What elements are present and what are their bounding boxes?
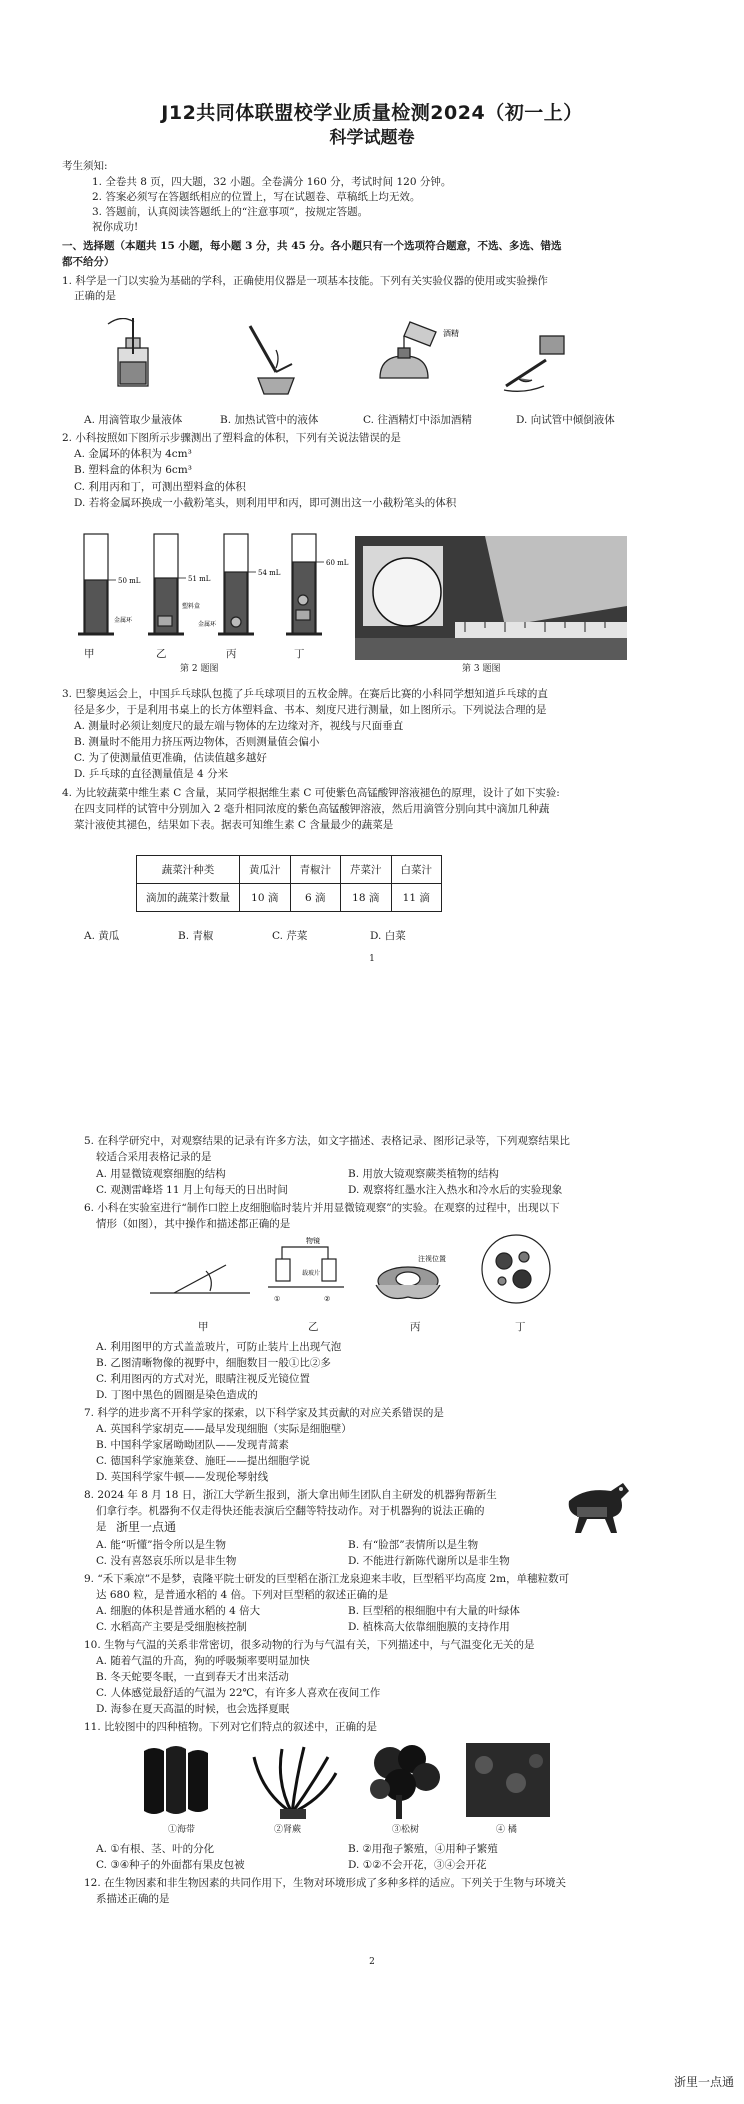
column-header: 黄瓜汁 xyxy=(240,856,291,884)
question-1-figure xyxy=(80,318,680,408)
question-10-option-d: D. 海参在夏天高温的时候，也会选择夏眠 xyxy=(96,1703,290,1715)
fern-image xyxy=(254,1747,336,1819)
question-6-figure xyxy=(140,1231,560,1317)
question-11-option-b: B. ②用孢子繁殖，④用种子繁殖 xyxy=(348,1843,498,1855)
question-11-stem: 11. 比较图中的四种植物。下列对它们特点的叙述中，正确的是 xyxy=(84,1721,378,1733)
cylinder-label-bing: 丙 xyxy=(226,648,237,660)
question-9-option-a: A. 细胞的体积是普通水稻的 4 倍大 xyxy=(96,1605,261,1617)
figure-caption-q2: 第 2 题图 xyxy=(180,664,219,674)
question-12-stem: 系描述正确的是 xyxy=(96,1893,170,1905)
reading-jia: 50 mL xyxy=(118,577,141,585)
question-4-option-a: A. 黄瓜 xyxy=(84,930,120,942)
question-3-stem: 3. 巴黎奥运会上，中国乒乓球队包揽了乒乓球项目的五枚金牌。在赛后比赛的小科同学想知道乒乓球的直 xyxy=(62,688,548,700)
question-8-stem: 是 xyxy=(96,1521,107,1533)
plant-label-pine: ③松树 xyxy=(392,1825,420,1835)
question-8-option-b: B. 有“脸部”表情所以是生物 xyxy=(348,1539,479,1551)
cylinder-label-jia: 甲 xyxy=(84,648,95,660)
question-8-option-a: A. 能“听懂”指令所以是生物 xyxy=(96,1539,226,1551)
question-11-option-c: C. ③④种子的外面都有果皮包被 xyxy=(96,1859,245,1871)
inner-label: 金属环 xyxy=(114,617,133,624)
notice-wish: 祝你成功! xyxy=(92,221,139,233)
fig-label-bing: 丙 xyxy=(410,1321,421,1333)
question-9-stem: 9. “禾下乘凉”不是梦，袁隆平院士研发的巨型稻在浙江龙泉迎来丰收，巨型稻平均高度 2m，单穗粒数可 xyxy=(84,1573,570,1585)
table-row xyxy=(137,856,442,884)
question-7-option-a: A. 英国科学家胡克——最早发现细胞（实际是细胞壁） xyxy=(96,1423,352,1435)
plant-label-orange: ④ 橘 xyxy=(496,1825,517,1835)
test-tube-heating-figure xyxy=(250,326,294,394)
table-row xyxy=(137,884,442,912)
section-heading: 都不给分） xyxy=(62,256,115,268)
cylinder-yi xyxy=(148,534,184,634)
view-2-label: ② xyxy=(324,1295,331,1303)
question-7-option-c: C. 德国科学家施莱登、施旺——提出细胞学说 xyxy=(96,1455,310,1467)
question-2-option-b: B. 塑料盒的体积为 6cm³ xyxy=(74,464,192,476)
question-6-stem: 情形（如图），其中操作和描述都正确的是 xyxy=(96,1218,291,1230)
question-8-stem: 们拿行李。机器狗不仅走得快还能表演后空翻等特技动作。对于机器狗的说法正确的 xyxy=(96,1505,485,1517)
section-heading: 一、选择题（本题共 15 小题，每小题 3 分，共 45 分。各小题只有一个选项符合题意，不选、多选、错选 xyxy=(62,240,562,252)
plant-label-kelp: ①海带 xyxy=(168,1825,196,1835)
mirror-adjust-figure xyxy=(376,1267,440,1299)
inner-label: 金属环 xyxy=(198,621,217,628)
question-1-option-b: B. 加热试管中的液体 xyxy=(220,414,319,426)
question-5-option-b: B. 用放大镜观察蕨类植物的结构 xyxy=(348,1168,499,1180)
question-5-option-a: A. 用显微镜观察细胞的结构 xyxy=(96,1168,226,1180)
objective-label: 物镜 xyxy=(306,1237,320,1245)
question-3-option-a: A. 测量时必须让刻度尺的最左端与物体的左边缘对齐，视线与尺面垂直 xyxy=(74,720,404,732)
question-5-stem: 较适合采用表格记录的是 xyxy=(96,1151,212,1163)
question-6-option-d: D. 丁图中黑色的圆圈是染色造成的 xyxy=(96,1389,258,1401)
robot-dog-image xyxy=(563,1477,635,1539)
question-10-stem: 10. 生物与气温的关系非常密切，很多动物的行为与气温有关，下列描述中，与气温变化无关的是 xyxy=(84,1639,535,1651)
table-cell: 18 滴 xyxy=(341,884,392,912)
question-4-stem: 4. 为比较蔬菜中维生素 C 含量，某同学根据维生素 C 可使紫色高锰酸钾溶液褪色的原理，设计了如下实验: xyxy=(62,787,560,799)
view-1-label: ① xyxy=(274,1295,281,1303)
question-6-option-a: A. 利用图甲的方式盖盖玻片，可防止装片上出现气泡 xyxy=(96,1341,342,1353)
watermark-text: 浙里一点通 xyxy=(673,2075,734,2089)
question-4-option-d: D. 白菜 xyxy=(370,930,406,942)
exam-page-2 xyxy=(0,1135,744,2104)
question-2-option-c: C. 利用丙和丁，可测出塑料盒的体积 xyxy=(74,481,246,493)
question-11-option-a: A. ①有根、茎、叶的分化 xyxy=(96,1843,215,1855)
exam-page-1 xyxy=(0,0,744,1000)
question-3-photo xyxy=(355,536,627,660)
pine-image xyxy=(370,1745,440,1819)
cover-slip-figure xyxy=(150,1265,250,1293)
table-cell: 6 滴 xyxy=(290,884,341,912)
question-4-stem: 在四支同样的试管中分别加入 2 毫升相同浓度的紫色高锰酸钾溶液，然后用滴管分别向其中滴加几种蔬 xyxy=(74,803,550,815)
question-4-stem: 菜汁液使其褪色，结果如下表。据表可知维生素 C 含量最少的蔬菜是 xyxy=(74,819,394,831)
question-10-option-c: C. 人体感觉最舒适的气温为 22℃，有许多人喜欢在夜间工作 xyxy=(96,1687,381,1699)
stamp-text: 浙里一点通 xyxy=(116,1520,177,1534)
pouring-liquid-figure xyxy=(504,336,564,391)
notice-item: 2. 答案必须写在答题纸相应的位置上，写在试题卷、草稿纸上均无效。 xyxy=(92,191,421,203)
column-header: 白菜汁 xyxy=(391,856,442,884)
question-5-option-c: C. 观测雷峰塔 11 月上旬每天的日出时间 xyxy=(96,1184,288,1196)
question-8-stem: 8. 2024 年 8 月 18 日，浙江大学新生报到，浙大拿出师生团队自主研发的机器狗帮新生 xyxy=(84,1489,497,1501)
question-1-stem: 1. 科学是一门以实验为基础的学科，正确使用仪器是一项基本技能。下列有关实验仪器的使用或实验操作 xyxy=(62,275,548,287)
question-5-stem: 5. 在科学研究中，对观察结果的记录有许多方法，如文字描述、表格记录、图形记录等，下列观察结果比 xyxy=(84,1135,570,1147)
cylinder-label-ding: 丁 xyxy=(294,648,305,660)
reading-bing: 54 mL xyxy=(258,569,281,577)
table-cell: 11 滴 xyxy=(391,884,442,912)
reading-yi: 51 mL xyxy=(188,575,211,583)
question-8-option-c: C. 没有喜怒哀乐所以是非生物 xyxy=(96,1555,237,1567)
question-3-stem: 径是多少，于是利用书桌上的长方体塑料盒、书本、刻度尺进行测量，如上图所示。下列说法合理的是 xyxy=(74,704,547,716)
question-2-cylinders-figure xyxy=(70,528,350,648)
question-9-stem: 达 680 粒，是普通水稻的 4 倍。下列对巨型稻的叙述正确的是 xyxy=(96,1589,389,1601)
column-header: 青椒汁 xyxy=(290,856,341,884)
fig-label-yi: 乙 xyxy=(308,1321,319,1333)
question-6-option-c: C. 利用图丙的方式对光，眼睛注视反光镜位置 xyxy=(96,1373,310,1385)
question-3-option-b: B. 测量时不能用力挤压两边物体，否则测量值会偏小 xyxy=(74,736,320,748)
notice-heading: 考生须知: xyxy=(62,160,108,172)
dropper-figure xyxy=(108,318,148,386)
question-7-option-b: B. 中国科学家屠呦呦团队——发现青蒿素 xyxy=(96,1439,289,1451)
question-10-option-b: B. 冬天蛇要冬眠，一直到春天才出来活动 xyxy=(96,1671,289,1683)
question-1-option-d: D. 向试管中倾倒液体 xyxy=(516,414,615,426)
question-9-option-c: C. 水稻高产主要是受细胞核控制 xyxy=(96,1621,247,1633)
question-9-option-d: D. 植株高大依靠细胞膜的支持作用 xyxy=(348,1621,510,1633)
question-2-option-a: A. 金属环的体积为 4cm³ xyxy=(74,448,192,460)
question-2-option-d: D. 若将金属环换成一小截粉笔头，则利用甲和丙，即可测出这一小截粉笔头的体积 xyxy=(74,497,457,509)
page-number: 1 xyxy=(369,954,375,964)
slide-label: 载玻片 xyxy=(302,1270,321,1277)
exam-title: J12共同体联盟校学业质量检测2024（初一上） xyxy=(161,102,583,124)
question-2-stem: 2. 小科按照如下图所示步骤测出了塑料盒的体积，下列有关说法错误的是 xyxy=(62,432,401,444)
notice-item: 3. 答题前，认真阅读答题纸上的“注意事项”，按规定答题。 xyxy=(92,206,369,218)
row-header: 滴加的蔬菜汁数量 xyxy=(137,884,240,912)
row-header: 蔬菜汁种类 xyxy=(137,856,240,884)
question-11-option-d: D. ①②不会开花，③④会开花 xyxy=(348,1859,487,1871)
notice-item: 1. 全卷共 8 页，四大题，32 小题。全卷满分 160 分，考试时间 120 分钟。 xyxy=(92,176,452,188)
question-7-stem: 7. 科学的进步离不开科学家的探索，以下科学家及其贡献的对应关系错误的是 xyxy=(84,1407,444,1419)
question-7-option-d: D. 英国科学家牛顿——发现伦琴射线 xyxy=(96,1471,269,1483)
vegetable-juice-table xyxy=(136,855,442,912)
question-8-option-d: D. 不能进行新陈代谢所以是非生物 xyxy=(348,1555,510,1567)
microscope-views-figure xyxy=(268,1247,344,1287)
question-1-option-c: C. 往酒精灯中添加酒精 xyxy=(363,414,472,426)
question-6-stem: 6. 小科在实验室进行“制作口腔上皮细胞临时装片并用显微镜观察”的实验。在观察的过程中，出现以下 xyxy=(84,1202,560,1214)
fig-label-ding: 丁 xyxy=(515,1321,526,1333)
question-1-option-a: A. 用滴管取少量液体 xyxy=(84,414,183,426)
question-3-option-c: C. 为了使测量值更准确，估读值越多越好 xyxy=(74,752,267,764)
figure-caption-q3: 第 3 题图 xyxy=(462,664,501,674)
page-number: 2 xyxy=(369,1957,375,1967)
question-3-option-d: D. 乒乓球的直径测量值是 4 分米 xyxy=(74,768,229,780)
question-6-option-b: B. 乙图清晰物像的视野中，细胞数目一般①比②多 xyxy=(96,1357,331,1369)
question-9-option-b: B. 巨型稻的根细胞中有大量的叶绿体 xyxy=(348,1605,520,1617)
cylinder-ding xyxy=(286,534,322,634)
question-12-stem: 12. 在生物因素和非生物因素的共同作用下，生物对环境形成了多种多样的适应。下列关于生物与环境关 xyxy=(84,1877,567,1889)
question-1-stem: 正确的是 xyxy=(74,290,116,302)
reading-ding: 60 mL xyxy=(326,559,349,567)
fig-label-jia: 甲 xyxy=(198,1321,209,1333)
question-11-plants-figure xyxy=(140,1743,560,1823)
table-cell: 10 滴 xyxy=(240,884,291,912)
question-4-option-b: B. 青椒 xyxy=(178,930,214,942)
plant-label-fern: ②肾蕨 xyxy=(274,1825,302,1835)
inner-label: 塑料盒 xyxy=(182,603,201,610)
column-header: 芹菜汁 xyxy=(341,856,392,884)
question-4-option-c: C. 芹菜 xyxy=(272,930,308,942)
cylinder-label-yi: 乙 xyxy=(156,648,167,660)
alcohol-lamp-filling-figure xyxy=(380,322,436,378)
cell-view-figure xyxy=(482,1235,550,1303)
watch-position-label: 注视位置 xyxy=(418,1255,446,1263)
kelp-image xyxy=(144,1746,208,1814)
question-10-option-a: A. 随着气温的升高，狗的呼吸频率要明显加快 xyxy=(96,1655,310,1667)
alcohol-label: 酒精 xyxy=(443,329,459,338)
question-5-option-d: D. 观察将红墨水注入热水和冷水后的实验现象 xyxy=(348,1184,563,1196)
cylinder-jia xyxy=(78,534,114,634)
exam-subtitle: 科学试题卷 xyxy=(329,128,415,148)
cylinder-bing xyxy=(218,534,254,634)
orange-image xyxy=(466,1743,550,1817)
